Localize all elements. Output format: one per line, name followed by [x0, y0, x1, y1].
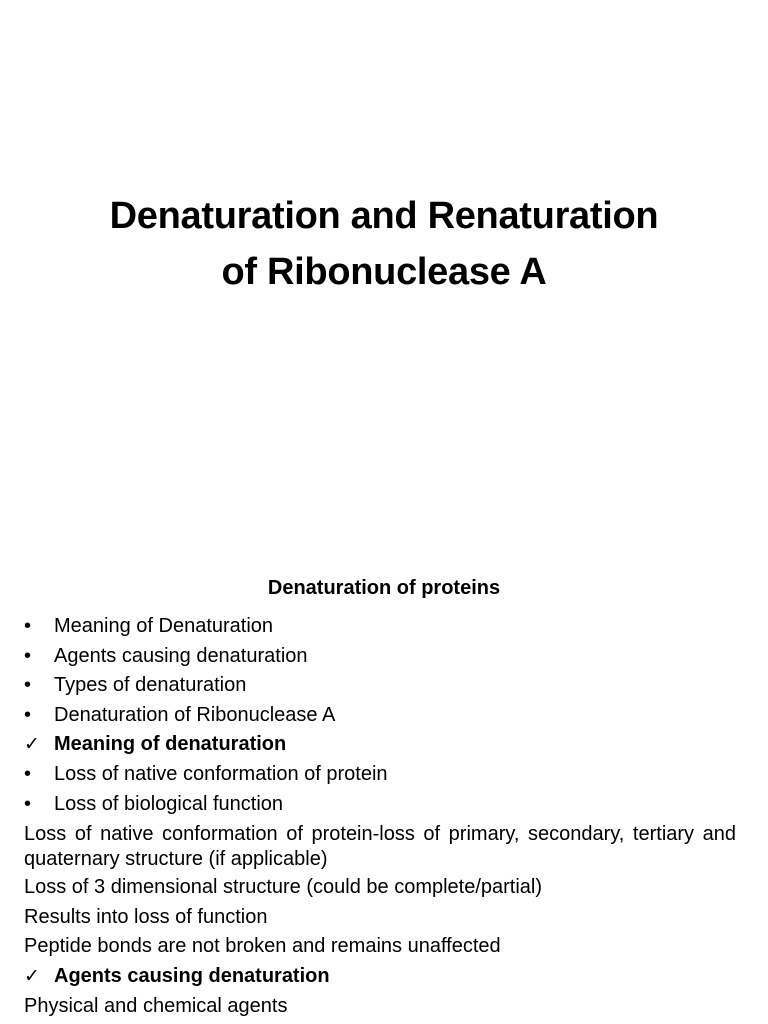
bullet-icon: •	[24, 615, 32, 637]
list-item	[24, 701, 736, 731]
paragraph-native-conformation: Loss of native conformation of protein-loss of primary, secondary, tertiary and quaternary structure (if applicable)	[24, 823, 736, 870]
slide-title-line-2: of Ribonuclease A	[221, 251, 547, 293]
bullet-icon: •	[24, 703, 32, 726]
bullet-icon: •	[24, 762, 32, 785]
text-line: Results into loss of function	[24, 905, 268, 928]
slide-title	[0, 188, 768, 300]
list-item-text: Denaturation of Ribonuclease A	[54, 703, 336, 726]
text-line: Physical and chemical agents	[24, 994, 288, 1017]
bullet-icon: •	[24, 674, 32, 697]
subheading-meaning: Meaning of denaturation	[54, 733, 287, 756]
subheading-agents: Agents causing denaturation	[54, 964, 330, 987]
checkmark-icon: ✓	[24, 733, 40, 756]
list-item	[24, 642, 736, 672]
list-item-text: Types of denaturation	[54, 674, 247, 697]
text-line: Peptide bonds are not broken and remains unaffected	[24, 935, 501, 958]
list-item-text: Loss of biological function	[54, 792, 284, 815]
bullet-icon: •	[24, 644, 32, 667]
list-item-text: Loss of native conformation of protein	[54, 762, 388, 785]
checked-subheading	[24, 730, 736, 760]
list-item-text: Meaning of Denaturation	[54, 615, 274, 637]
list-item	[24, 760, 736, 790]
slide-title-line-1: Denaturation and Renaturation	[109, 195, 659, 237]
list-item-text: Agents causing denaturation	[54, 644, 308, 667]
list-item	[24, 671, 736, 701]
body-content	[24, 612, 736, 1021]
section-heading: Denaturation of proteins	[267, 577, 501, 599]
list-item	[24, 790, 736, 820]
bullet-icon: •	[24, 792, 32, 815]
list-item	[24, 612, 736, 642]
checkmark-icon: ✓	[24, 964, 40, 987]
text-line: Loss of 3 dimensional structure (could be complete/partial)	[24, 876, 543, 899]
checked-subheading	[24, 962, 736, 992]
